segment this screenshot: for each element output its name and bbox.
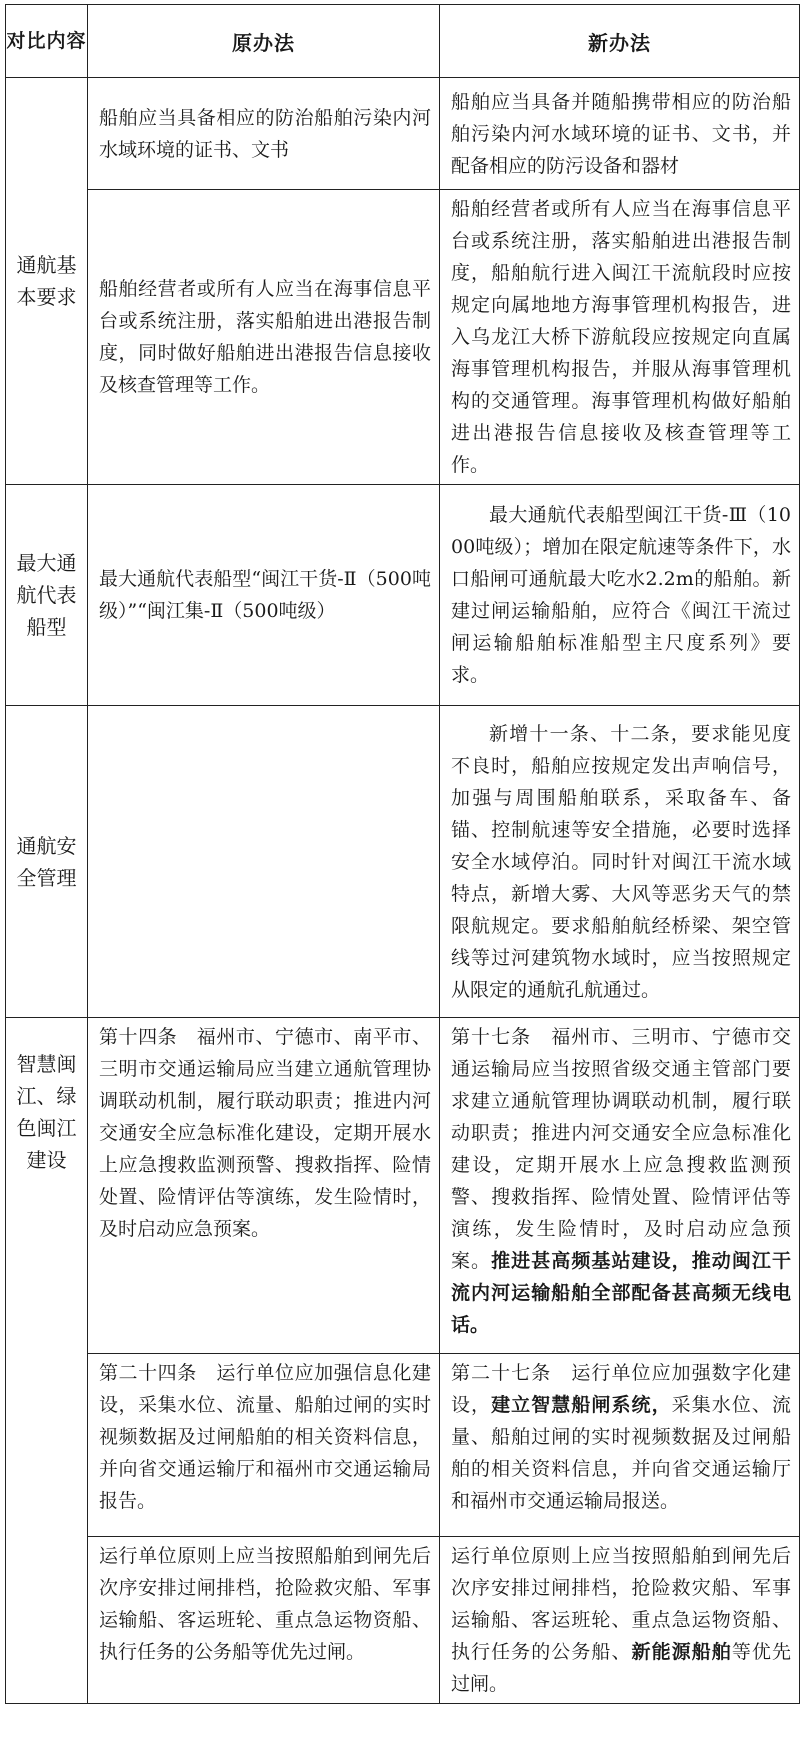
new-article-17-bold: 推进甚高频基站建设，推动闽江干流内河运输船舶全部配备甚高频无线电话。 <box>451 1250 791 1336</box>
category-basic-requirements: 通航基本要求 <box>6 78 88 485</box>
new-basic-reporting: 船舶经营者或所有人应当在海事信息平台或系统注册，落实船舶进出港报告制度，船舶航行进入闽江干流航段时应按规定向属地地方海事管理机构报告，进入乌龙江大桥下游航段应按规定向直属海事管理机构报告，并服从海事管理机构的交通管理。海事管理机构做好船舶进出港报告信息接收及核查管理等工作。 <box>440 190 800 485</box>
new-article-17-text: 第十七条 福州市、三明市、宁德市交通运输局应当按照省级交通主管部门要求建立通航管理协调联动机制，履行联动职责；推进内河交通安全应急标准化建设，定期开展水上应急搜救监测预警、搜救指挥、险情处置、险情评估等演练，发生险情时，及时启动应急预案。 <box>451 1026 791 1272</box>
category-smart-green-minjiang: 智慧闽江、绿色闽江建设 <box>6 1018 88 1704</box>
new-ship-type: 最大通航代表船型闽江干货-Ⅲ（1000吨级）；增加在限定航速等条件下，水口船闸可通航最大吃水2.2m的船舶。新建过闸运输船舶，应符合《闽江干流过闸运输船舶标准船型主尺度系列》要求。 <box>440 485 800 706</box>
old-lock-priority: 运行单位原则上应当按照船舶到闸先后次序安排过闸排档，抢险救灾船、军事运输船、客运班轮、重点急运物资船、执行任务的公务船等优先过闸。 <box>88 1537 440 1704</box>
header-old-method: 原办法 <box>88 5 440 78</box>
new-article-27-text-b: 采集水位、流量、船舶过闸的实时视频数据及过闸船舶的相关资料信息，并向省交通运输厅和福州市交通运输局报送。 <box>451 1394 791 1512</box>
header-compare-content: 对比内容 <box>6 5 88 78</box>
old-ship-type: 最大通航代表船型“闽江干货-Ⅱ（500吨级）”“闽江集-Ⅱ（500吨级） <box>88 485 440 706</box>
table-row-basic-2 <box>6 190 800 485</box>
table-row-smart-2 <box>6 1354 800 1537</box>
old-basic-reporting: 船舶经营者或所有人应当在海事信息平台或系统注册，落实船舶进出港报告制度，同时做好船舶进出港报告信息接收及核查管理等工作。 <box>88 190 440 485</box>
old-article-24: 第二十四条 运行单位应加强信息化建设，采集水位、流量、船舶过闸的实时视频数据及过闸船舶的相关资料信息，并向省交通运输厅和福州市交通运输局报告。 <box>88 1354 440 1537</box>
comparison-table <box>5 4 800 1704</box>
category-max-ship-type: 最大通航代表船型 <box>6 485 88 706</box>
table-row-smart-1 <box>6 1018 800 1354</box>
new-basic-certificates: 船舶应当具备并随船携带相应的防治船舶污染内河水域环境的证书、文书，并配备相应的防污设备和器材 <box>440 78 800 190</box>
old-article-14: 第十四条 福州市、宁德市、南平市、三明市交通运输局应当建立通航管理协调联动机制，履行联动职责；推进内河交通安全应急标准化建设，定期开展水上应急搜救监测预警、搜救指挥、险情处置、险情评估等演练，发生险情时，及时启动应急预案。 <box>88 1018 440 1354</box>
old-basic-certificates: 船舶应当具备相应的防治船舶污染内河水域环境的证书、文书 <box>88 78 440 190</box>
table-row-safety <box>6 706 800 1018</box>
category-navigation-safety: 通航安全管理 <box>6 706 88 1018</box>
table-row-basic-1 <box>6 78 800 190</box>
table-row-ship-type <box>6 485 800 706</box>
old-safety-empty <box>88 706 440 1018</box>
new-lock-priority <box>440 1537 800 1704</box>
header-row <box>6 5 800 78</box>
new-lock-priority-bold: 新能源船舶 <box>631 1641 732 1663</box>
new-article-27-bold: 建立智慧船闸系统， <box>491 1394 672 1416</box>
header-new-method: 新办法 <box>440 5 800 78</box>
new-lock-priority-text-b: 等优先过闸。 <box>451 1641 791 1695</box>
new-safety-management: 新增十一条、十二条，要求能见度不良时，船舶应按规定发出声响信号，加强与周围船舶联系，采取备车、备锚、控制航速等安全措施，必要时选择安全水域停泊。同时针对闽江干流水域特点，新增大雾、大风等恶劣天气的禁限航规定。要求船舶航经桥梁、架空管线等过河建筑物水域时，应当按照规定从限定的通航孔航通过。 <box>440 706 800 1018</box>
new-article-27-text-a: 第二十七条 运行单位应加强数字化建设， <box>451 1362 791 1416</box>
new-lock-priority-text-a: 运行单位原则上应当按照船舶到闸先后次序安排过闸排档，抢险救灾船、军事运输船、客运班轮、重点急运物资船、执行任务的公务船、 <box>451 1545 791 1663</box>
new-article-27 <box>440 1354 800 1537</box>
new-article-17 <box>440 1018 800 1354</box>
table-row-smart-3 <box>6 1537 800 1704</box>
